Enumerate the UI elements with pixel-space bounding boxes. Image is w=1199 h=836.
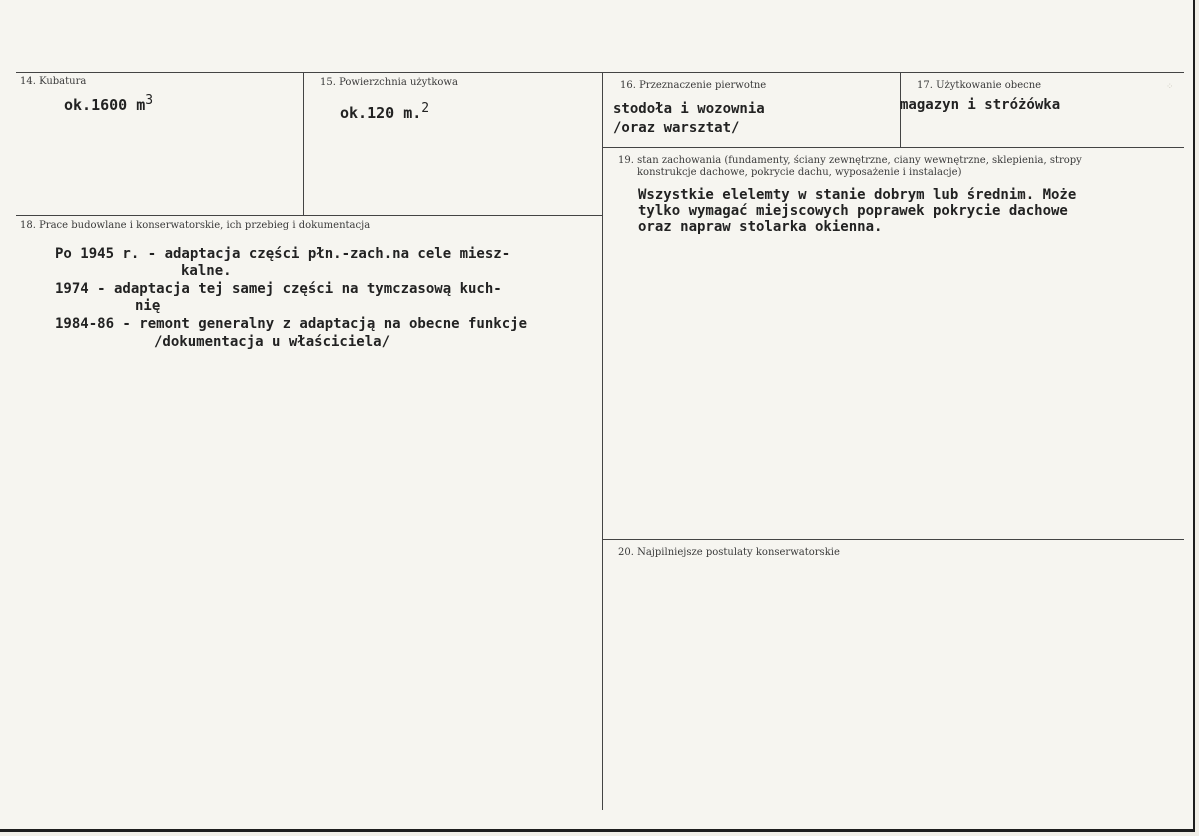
field-18-line-2: kalne. — [181, 263, 232, 279]
field-14-superscript: 3 — [145, 93, 154, 108]
field-17-label: 17. Użytkowanie obecne — [917, 80, 1042, 91]
show-through-text — [360, 18, 1160, 28]
field-16-label: 16. Przeznaczenie pierwotne — [620, 80, 767, 91]
field-19-label-line-2: konstrukcje dachowe, pokrycie dachu, wyposażenie i instalacje) — [637, 167, 962, 178]
field-16-line-2: /oraz warsztat/ — [613, 120, 740, 136]
show-through-text — [360, 4, 1160, 14]
field-19-label-line-1: 19. stan zachowania (fundamenty, ściany zewnętrzne, ciany wewnętrzne, sklepienia, stropy — [618, 155, 1082, 166]
field-19-line-3: oraz napraw stolarka okienna. — [638, 219, 883, 235]
field-15-value — [340, 100, 429, 122]
field-16-line-1: stodoła i wozownia — [613, 101, 765, 117]
field-18-label: 18. Prace budowlane i konserwatorskie, ich przebieg i dokumentacja — [20, 220, 371, 231]
field-14-label: 14. Kubatura — [20, 76, 87, 87]
field-15-text: ok.120 m. — [340, 104, 422, 122]
top-rule — [16, 72, 1184, 73]
field-14-value — [64, 92, 153, 114]
show-through-text — [360, 32, 1160, 42]
field-18-line-3: 1974 - adaptacja tej samej części na tymczasową kuch- — [55, 281, 502, 297]
divider-14-15 — [303, 72, 304, 215]
field-18-line-5: 1984-86 - remont generalny z adaptacją na obecne funkcje — [55, 316, 528, 332]
center-divider — [602, 72, 603, 810]
rule-above-19 — [602, 147, 1184, 148]
field-17-value: magazyn i stróżówka — [900, 97, 1061, 113]
field-18-line-1: Po 1945 r. - adaptacja części płn.-zach.na cele miesz- — [55, 246, 511, 262]
field-15-label: 15. Powierzchnia użytkowa — [320, 77, 458, 88]
rule-above-18 — [16, 215, 602, 216]
field-14-text: ok.1600 m — [64, 96, 146, 114]
field-15-superscript: 2 — [421, 101, 430, 116]
field-18-line-4: nię — [135, 298, 161, 314]
field-19-line-1: Wszystkie elelemty w stanie dobrym lub średnim. Może — [638, 187, 1077, 203]
rule-above-20 — [602, 539, 1184, 540]
margin-mark: ⁘ — [1166, 82, 1174, 92]
field-18-line-6: /dokumentacja u właściciela/ — [154, 334, 391, 350]
field-19-line-2: tylko wymagać miejscowych poprawek pokrycie dachowe — [638, 203, 1068, 219]
field-20-label: 20. Najpilniejsze postulaty konserwatorskie — [618, 547, 840, 558]
